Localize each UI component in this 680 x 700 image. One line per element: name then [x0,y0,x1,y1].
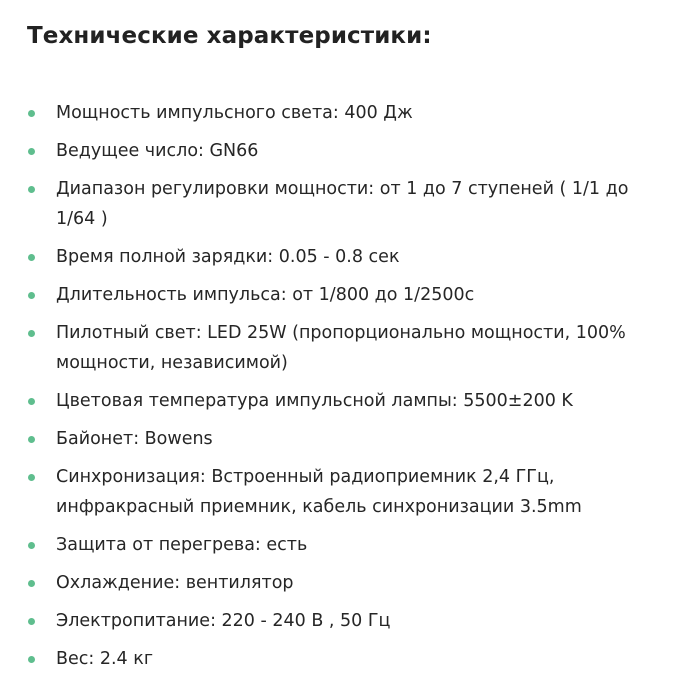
spec-item [27,386,652,416]
spec-item [27,136,652,166]
bullet-icon [28,618,35,625]
bullet-icon [28,148,35,155]
spec-item [27,424,652,454]
spec-item [27,318,652,378]
spec-text: Вес: 2.4 кг [56,649,154,669]
bullet-icon [28,398,35,405]
spec-item [27,280,652,310]
spec-text: Мощность импульсного света: 400 Дж [56,103,413,123]
bullet-icon [28,330,35,337]
spec-text: Синхронизация: Встроенный радиоприемник 2,4 ГГц, инфракрасный приемник, кабель синхронизации 3.5mm [56,467,582,517]
specs-section [27,18,652,682]
spec-text: Длительность импульса: от 1/800 до 1/2500с [56,285,475,305]
spec-text: Охлаждение: вентилятор [56,573,294,593]
spec-text: Цветовая температура импульсной лампы: 5500±200 K [56,391,573,411]
spec-item [27,242,652,272]
section-heading: Технические характеристики: [27,23,432,49]
spec-text: Защита от перегрева: есть [56,535,308,555]
spec-text: Байонет: Bowens [56,429,213,449]
spec-text: Ведущее число: GN66 [56,141,259,161]
bullet-icon [28,542,35,549]
spec-item [27,644,652,674]
spec-item [27,98,652,128]
spec-text: Электропитание: 220 - 240 В , 50 Гц [56,611,391,631]
spec-text: Время полной зарядки: 0.05 - 0.8 сек [56,247,400,267]
specs-list [27,98,652,674]
bullet-icon [28,110,35,117]
spec-item [27,462,652,522]
bullet-icon [28,656,35,663]
spec-item [27,174,652,234]
spec-text: Пилотный свет: LED 25W (пропорционально мощности, 100% мощности, независимой) [56,323,626,373]
bullet-icon [28,292,35,299]
spec-item [27,568,652,598]
bullet-icon [28,580,35,587]
bullet-icon [28,474,35,481]
bullet-icon [28,186,35,193]
bullet-icon [28,254,35,261]
bullet-icon [28,436,35,443]
spec-item [27,530,652,560]
spec-text: Диапазон регулировки мощности: от 1 до 7 ступеней ( 1/1 до 1/64 ) [56,179,629,229]
spec-item [27,606,652,636]
